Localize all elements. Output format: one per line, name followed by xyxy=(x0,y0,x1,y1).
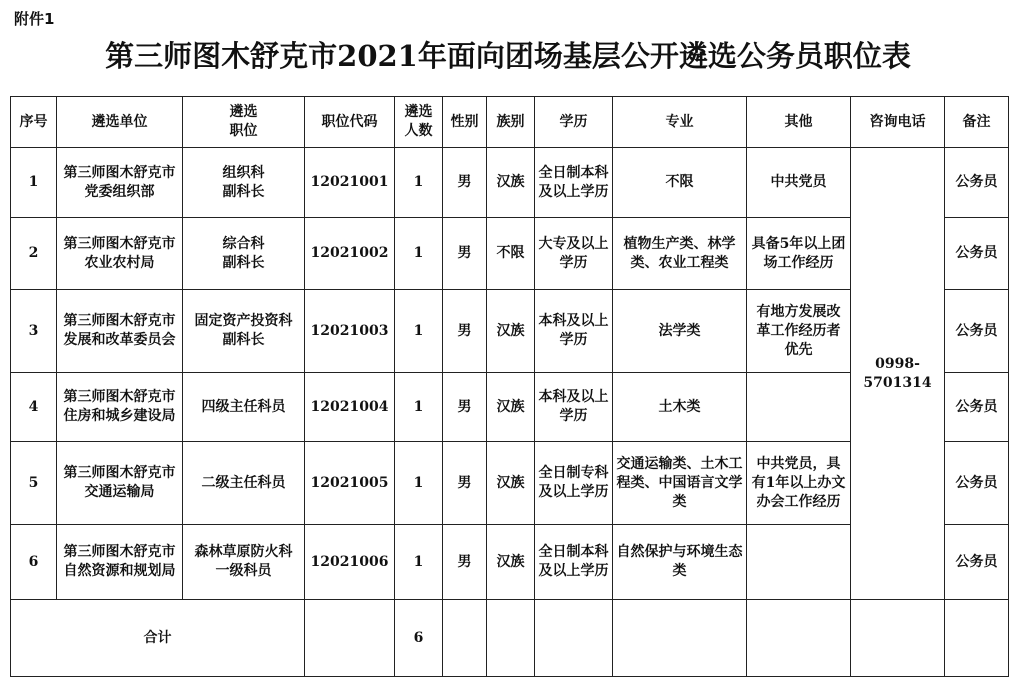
cell-ethnicity: 汉族 xyxy=(487,290,535,373)
header-seq: 序号 xyxy=(11,97,57,148)
cell-major: 法学类 xyxy=(613,290,747,373)
cell-unit: 第三师图木舒克市发展和改革委员会 xyxy=(57,290,183,373)
cell-position: 固定资产投资科 副科长 xyxy=(183,290,305,373)
header-position: 遴选 职位 xyxy=(183,97,305,148)
cell-unit: 第三师图木舒克市党委组织部 xyxy=(57,148,183,218)
cell-count: 1 xyxy=(395,525,443,600)
cell-gender: 男 xyxy=(443,373,487,442)
cell-major: 土木类 xyxy=(613,373,747,442)
cell-position: 二级主任科员 xyxy=(183,442,305,525)
cell-unit: 第三师图木舒克市农业农村局 xyxy=(57,218,183,290)
cell-gender: 男 xyxy=(443,442,487,525)
cell-count: 1 xyxy=(395,373,443,442)
cell-ethnicity: 汉族 xyxy=(487,148,535,218)
cell-ethnicity: 汉族 xyxy=(487,442,535,525)
cell-remark: 公务员 xyxy=(945,218,1009,290)
cell-unit: 第三师图木舒克市住房和城乡建设局 xyxy=(57,373,183,442)
cell-gender: 男 xyxy=(443,218,487,290)
header-code: 职位代码 xyxy=(305,97,395,148)
cell-other xyxy=(747,525,851,600)
cell-education: 本科及以上学历 xyxy=(535,373,613,442)
cell-seq: 2 xyxy=(11,218,57,290)
cell-seq: 5 xyxy=(11,442,57,525)
cell-major: 不限 xyxy=(613,148,747,218)
total-label: 合计 xyxy=(11,600,305,677)
header-gender: 性别 xyxy=(443,97,487,148)
header-ethnicity: 族别 xyxy=(487,97,535,148)
cell-remark: 公务员 xyxy=(945,373,1009,442)
header-other: 其他 xyxy=(747,97,851,148)
header-remark: 备注 xyxy=(945,97,1009,148)
cell-count: 1 xyxy=(395,148,443,218)
cell-gender: 男 xyxy=(443,148,487,218)
cell-major: 交通运输类、土木工程类、中国语言文学类 xyxy=(613,442,747,525)
cell-count: 1 xyxy=(395,290,443,373)
cell-position: 四级主任科员 xyxy=(183,373,305,442)
cell-code: 12021005 xyxy=(305,442,395,525)
cell-unit: 第三师图木舒克市交通运输局 xyxy=(57,442,183,525)
cell-major: 植物生产类、林学类、农业工程类 xyxy=(613,218,747,290)
cell-education: 全日制本科及以上学历 xyxy=(535,148,613,218)
cell-remark: 公务员 xyxy=(945,148,1009,218)
cell-code: 12021001 xyxy=(305,148,395,218)
cell-seq: 6 xyxy=(11,525,57,600)
cell-ethnicity: 汉族 xyxy=(487,373,535,442)
cell-other: 中共党员，具有1年以上办文办会工作经历 xyxy=(747,442,851,525)
cell-education: 大专及以上学历 xyxy=(535,218,613,290)
header-row xyxy=(11,97,1009,148)
cell-gender: 男 xyxy=(443,290,487,373)
cell-code: 12021003 xyxy=(305,290,395,373)
cell-position: 综合科 副科长 xyxy=(183,218,305,290)
cell-gender: 男 xyxy=(443,525,487,600)
page-title: 第三师图木舒克市2021年面向团场基层公开遴选公务员职位表 xyxy=(105,39,911,73)
cell-phone: 0998- 5701314 xyxy=(851,148,945,600)
cell-education: 全日制本科及以上学历 xyxy=(535,525,613,600)
cell-seq: 3 xyxy=(11,290,57,373)
cell-count: 1 xyxy=(395,218,443,290)
cell-other: 有地方发展改革工作经历者优先 xyxy=(747,290,851,373)
cell-remark: 公务员 xyxy=(945,290,1009,373)
cell-code: 12021002 xyxy=(305,218,395,290)
cell-ethnicity: 不限 xyxy=(487,218,535,290)
cell-major: 自然保护与环境生态类 xyxy=(613,525,747,600)
cell-remark: 公务员 xyxy=(945,442,1009,525)
cell-count: 1 xyxy=(395,442,443,525)
cell-other: 中共党员 xyxy=(747,148,851,218)
cell-seq: 1 xyxy=(11,148,57,218)
cell-ethnicity: 汉族 xyxy=(487,525,535,600)
cell-other xyxy=(747,373,851,442)
header-unit: 遴选单位 xyxy=(57,97,183,148)
total-count: 6 xyxy=(395,600,443,677)
cell-seq: 4 xyxy=(11,373,57,442)
cell-position: 组织科 副科长 xyxy=(183,148,305,218)
attachment-label: 附件1 xyxy=(14,10,55,28)
cell-unit: 第三师图木舒克市自然资源和规划局 xyxy=(57,525,183,600)
header-phone: 咨询电话 xyxy=(851,97,945,148)
cell-code: 12021006 xyxy=(305,525,395,600)
cell-other: 具备5年以上团场工作经历 xyxy=(747,218,851,290)
position-table xyxy=(10,96,1009,677)
cell-code: 12021004 xyxy=(305,373,395,442)
cell-position: 森林草原防火科 一级科员 xyxy=(183,525,305,600)
table-row xyxy=(11,148,1009,218)
header-count: 遴选 人数 xyxy=(395,97,443,148)
header-education: 学历 xyxy=(535,97,613,148)
cell-education: 本科及以上学历 xyxy=(535,290,613,373)
header-major: 专业 xyxy=(613,97,747,148)
cell-education: 全日制专科及以上学历 xyxy=(535,442,613,525)
cell-remark: 公务员 xyxy=(945,525,1009,600)
